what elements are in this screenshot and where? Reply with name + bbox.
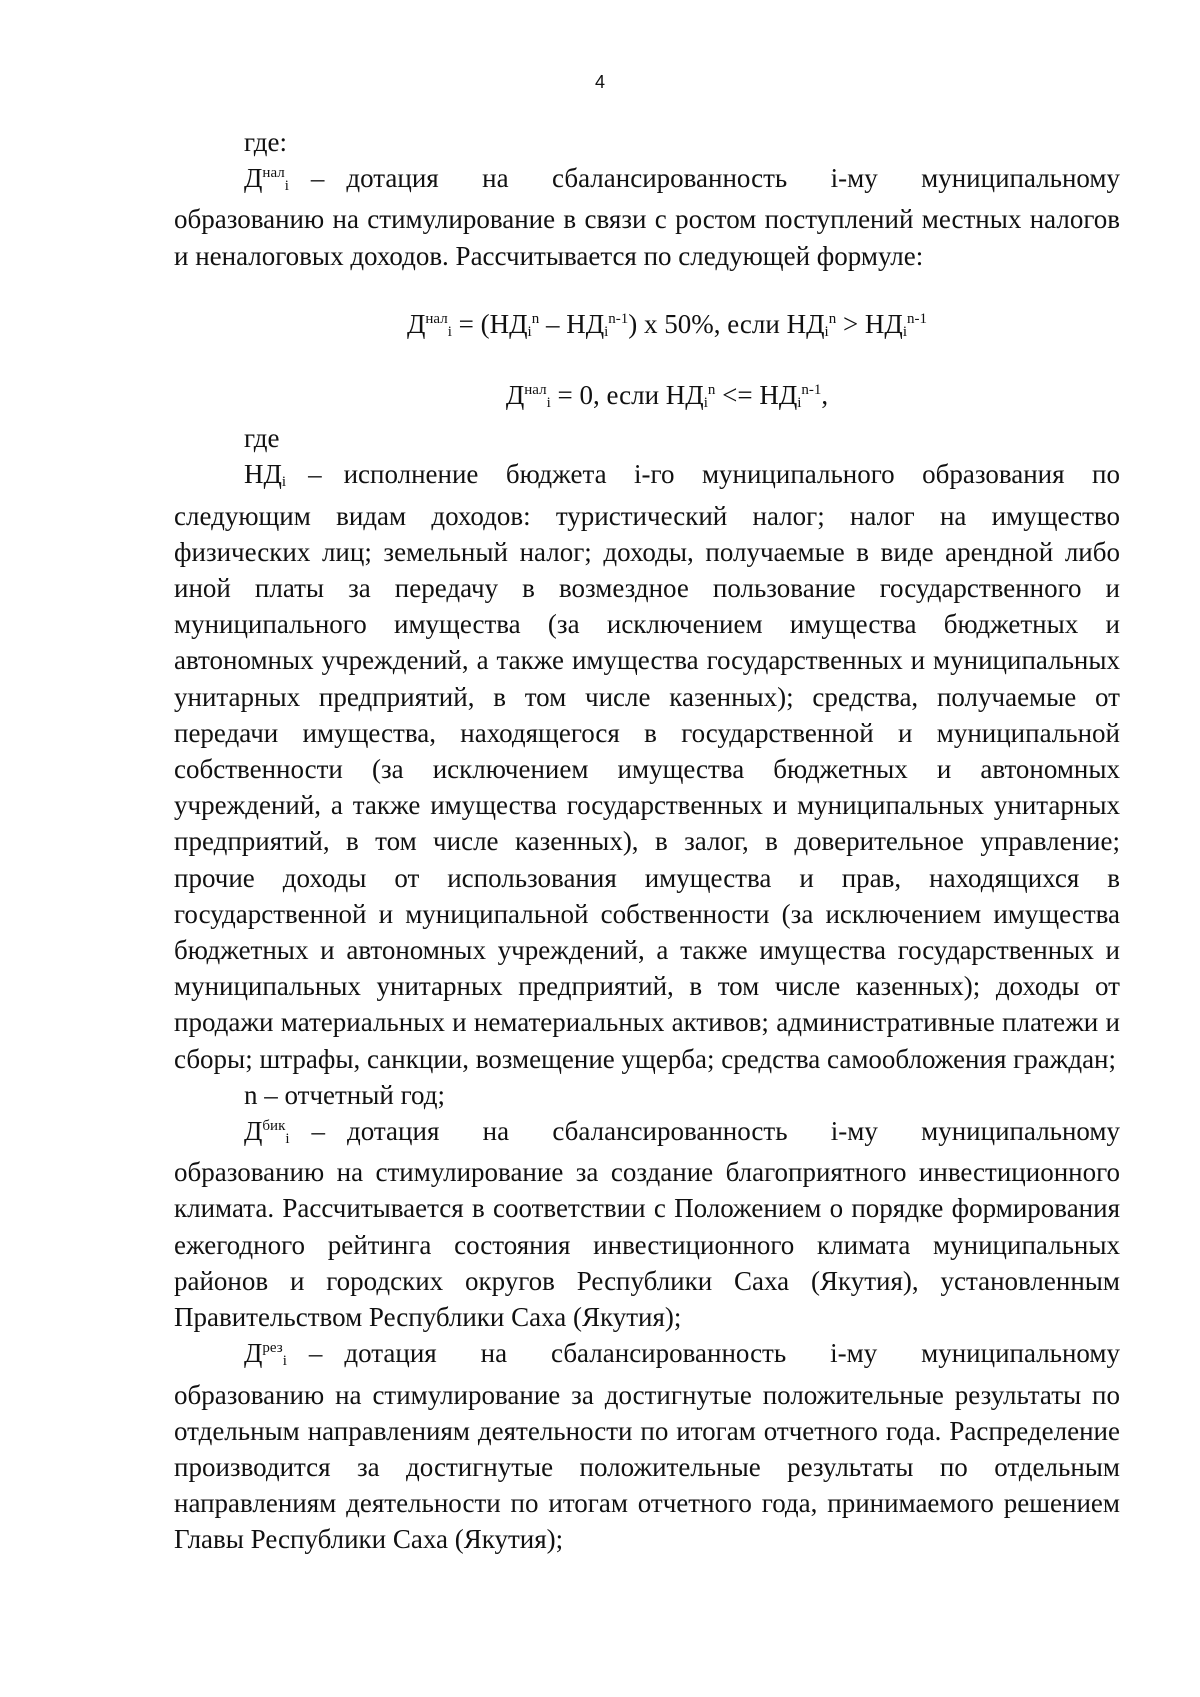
formula-sub: i	[447, 323, 452, 340]
where-label-2: где	[244, 423, 280, 454]
symbol-d: Д	[244, 1116, 263, 1147]
symbol-d: Д	[244, 1338, 263, 1369]
formula-sup: нал	[524, 382, 547, 399]
formula-text: <= НД	[715, 380, 798, 411]
superscript-nal: нал	[262, 165, 285, 182]
definition-text: дотация на сбалансированность i-му муниципальному образованию на стимулирование за создание благоприятного инвестиционного климата. Рассчитывается в соответствии с Положением о порядке формирования ежегодного рейтинга состояния инвестиционного климата муниципальных районов и городских округов Республики Саха (Якутия), установленным Правительством Республики Саха (Якутия);	[174, 1116, 1120, 1333]
formula-symbol: Д	[406, 308, 426, 339]
formula-text: – НД	[539, 308, 605, 339]
formula-d-nal-positive	[174, 306, 1120, 347]
formula-sup: n	[531, 310, 540, 327]
subscript-i: i	[285, 1131, 290, 1148]
subscript-i: i	[281, 474, 287, 491]
formula-sup: n	[828, 310, 837, 327]
formula-sub: i	[703, 395, 708, 412]
formula-sup: n	[707, 382, 716, 399]
formula-sup: нал	[425, 310, 448, 327]
em-dash: –	[311, 1116, 326, 1147]
formula-sub: i	[902, 323, 908, 340]
definition-d-bik	[174, 1113, 1120, 1335]
document-body	[174, 124, 1120, 1558]
formula-sup: n-1	[608, 310, 629, 327]
where-label-1: где:	[244, 127, 287, 157]
definition-text: дотация на сбалансированность i-му муниципальному образованию на стимулирование в связи с ростом поступлений местных налогов и неналоговых доходов. Рассчитывается по следующей формуле:	[174, 163, 1120, 271]
formula-sup: n-1	[801, 382, 822, 399]
definition-text: дотация на сбалансированность i-му муниципальному образованию на стимулирование за достигнутые положительные результаты по отдельным направлениям деятельности по итогам отчетного года. Распределение производится за достигнутые положительные результаты по отдельным направлениям деятельности по итогам отчетного года, принимаемого решением Главы Республики Саха (Якутия);	[174, 1338, 1120, 1555]
formula-text: = (НД	[451, 308, 528, 339]
em-dash: –	[310, 163, 325, 194]
symbol-d: Д	[244, 163, 263, 194]
formula-sub: i	[604, 323, 609, 340]
subscript-i: i	[284, 178, 289, 195]
definition-n: n – отчетный год;	[244, 1079, 445, 1110]
formula-text: > НД	[836, 308, 903, 339]
definition-d-nal	[174, 160, 1120, 274]
formula-sub: i	[797, 395, 802, 412]
definition-d-rez	[174, 1335, 1120, 1557]
definition-text: исполнение бюджета i-го муниципального образования по следующим видам доходов: туристический налог; налог на имущество физических лиц; земельный налог; доходы, получаемые в виде арендной либо иной платы за передачу в возмездное пользование государственного и муниципального имущества (за исключением имущества бюджетных и автономных учреждений, а также имущества государственных и муниципальных унитарных предприятий, в том числе казенных); средства, получаемые от передачи имущества, находящегося в государственной и муниципальной собственности (за исключением имущества бюджетных и автономных учреждений, а также имущества государственных и муниципальных унитарных предприятий, в том числе казенных), в залог, в доверительное управление; прочие доходы от использования имущества и прав, находящихся в государственной и муниципальной собственности (за исключением имущества бюджетных и автономных учреждений, а также имущества государственных и муниципальных унитарных предприятий, в том числе казенных); доходы от продажи материальных и нематериальных активов; административные платежи и сборы; штрафы, санкции, возмещение ущерба; средства самообложения граждан;	[174, 459, 1120, 1074]
symbol-nd: НД	[244, 459, 282, 490]
formula-sub: i	[824, 323, 829, 340]
formula-text: ) x 50%, если НД	[628, 308, 825, 339]
formula-sub: i	[546, 395, 551, 412]
formula-d-nal-zero	[174, 377, 1120, 418]
formula-text: ,	[821, 380, 829, 411]
formula-sub: i	[527, 323, 532, 340]
em-dash: –	[308, 459, 322, 490]
formula-sup: n-1	[907, 310, 928, 327]
formula-symbol: Д	[505, 380, 525, 411]
superscript-rez: рез	[262, 1340, 283, 1357]
page-number: 4	[594, 72, 605, 92]
em-dash: –	[308, 1338, 323, 1369]
subscript-i: i	[282, 1353, 287, 1370]
superscript-bik: бик	[262, 1118, 286, 1135]
formula-text: = 0, если НД	[550, 380, 704, 411]
definition-nd	[174, 456, 1120, 1076]
